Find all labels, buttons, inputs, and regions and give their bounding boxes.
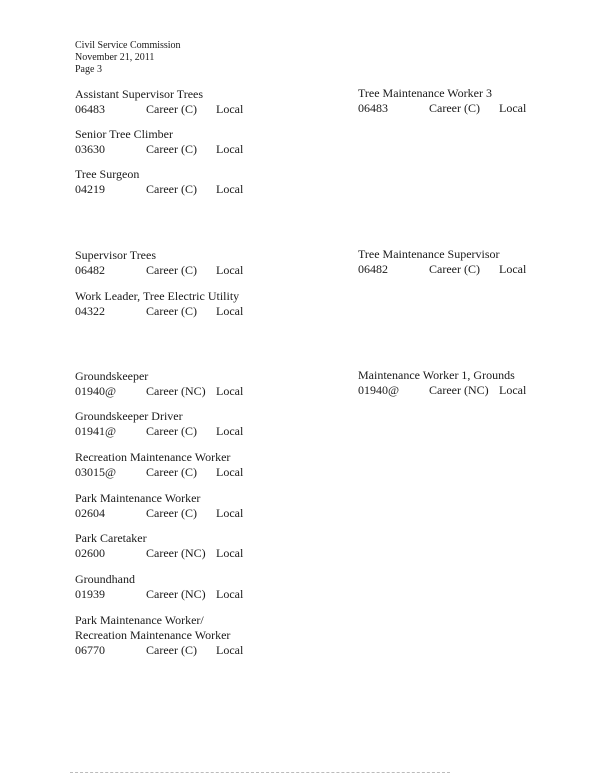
entry-title: Tree Maintenance Worker 3 — [358, 86, 492, 100]
entry-type: Career (NC) — [429, 383, 489, 397]
right-entry — [358, 368, 527, 398]
left-entry — [75, 531, 244, 561]
entry-type: Career (C) — [146, 182, 197, 196]
left-entry — [75, 248, 244, 278]
entry-location: Local — [216, 304, 244, 318]
entry-code: 06482 — [75, 263, 105, 277]
entry-type: Career (C) — [429, 101, 480, 115]
entry-code: 06482 — [358, 262, 388, 276]
entry-title: Park Caretaker — [75, 531, 147, 545]
entry-type: Career (NC) — [146, 587, 206, 601]
left-entry — [75, 127, 244, 157]
entry-location: Local — [216, 506, 244, 520]
entry-title: Park Maintenance Worker — [75, 491, 201, 505]
entry-location: Local — [216, 587, 244, 601]
entry-location: Local — [216, 102, 244, 116]
entry-code: 04219 — [75, 182, 105, 196]
entry-location: Local — [499, 383, 527, 397]
entry-location: Local — [216, 424, 244, 438]
right-entry — [358, 86, 527, 116]
entry-location: Local — [499, 262, 527, 276]
entry-code: 06483 — [358, 101, 388, 115]
left-entry — [75, 369, 244, 399]
entry-title: Recreation Maintenance Worker — [75, 450, 231, 464]
entry-location: Local — [216, 643, 244, 657]
entry-type: Career (C) — [146, 304, 197, 318]
document-header — [75, 40, 181, 76]
entry-type: Career (C) — [146, 465, 197, 479]
entry-type: Career (NC) — [146, 384, 206, 398]
entry-title: Senior Tree Climber — [75, 127, 173, 141]
entry-type: Career (C) — [146, 506, 197, 520]
header-date: November 21, 2011 — [75, 52, 155, 63]
entry-code: 01940@ — [75, 384, 117, 398]
left-entry — [75, 572, 244, 602]
entry-location: Local — [216, 465, 244, 479]
entry-title: Tree Maintenance Supervisor — [358, 247, 500, 261]
left-entry — [75, 491, 244, 521]
entry-type: Career (C) — [146, 424, 197, 438]
entry-code: 01941@ — [75, 424, 117, 438]
entry-type: Career (NC) — [146, 546, 206, 560]
entry-code: 02600 — [75, 546, 105, 560]
entry-code: 01939 — [75, 587, 105, 601]
header-commission: Civil Service Commission — [75, 40, 181, 51]
entry-title: Work Leader, Tree Electric Utility — [75, 289, 240, 303]
entry-location: Local — [216, 384, 244, 398]
left-entry — [75, 450, 244, 480]
entry-code: 06770 — [75, 643, 105, 657]
entry-location: Local — [216, 263, 244, 277]
entry-title: Groundskeeper Driver — [75, 409, 183, 423]
entry-code: 04322 — [75, 304, 105, 318]
entry-code: 01940@ — [358, 383, 400, 397]
scan-edge-divider — [70, 772, 450, 773]
left-entry — [75, 409, 244, 439]
entry-location: Local — [216, 546, 244, 560]
entry-title: Tree Surgeon — [75, 167, 140, 181]
entry-title: Groundhand — [75, 572, 135, 586]
left-entry — [75, 167, 244, 197]
entry-type: Career (C) — [146, 142, 197, 156]
entry-title: Assistant Supervisor Trees — [75, 87, 204, 101]
entry-type: Career (C) — [146, 102, 197, 116]
entry-title: Park Maintenance Worker/ — [75, 613, 204, 627]
entry-location: Local — [499, 101, 527, 115]
entry-type: Career (C) — [429, 262, 480, 276]
entry-title: Supervisor Trees — [75, 248, 157, 262]
entry-title: Maintenance Worker 1, Grounds — [358, 368, 515, 382]
left-entry — [75, 289, 244, 319]
left-entry — [75, 87, 244, 117]
entry-code: 06483 — [75, 102, 105, 116]
entry-type: Career (C) — [146, 643, 197, 657]
entry-code: 03015@ — [75, 465, 117, 479]
entry-code: 03630 — [75, 142, 105, 156]
entry-location: Local — [216, 182, 244, 196]
entry-code: 02604 — [75, 506, 105, 520]
entry-title: Groundskeeper — [75, 369, 149, 383]
entry-title-line2: Recreation Maintenance Worker — [75, 628, 231, 642]
entry-location: Local — [216, 142, 244, 156]
entry-type: Career (C) — [146, 263, 197, 277]
header-page-number: Page 3 — [75, 64, 102, 75]
right-entry — [358, 247, 527, 277]
left-entry — [75, 613, 244, 658]
